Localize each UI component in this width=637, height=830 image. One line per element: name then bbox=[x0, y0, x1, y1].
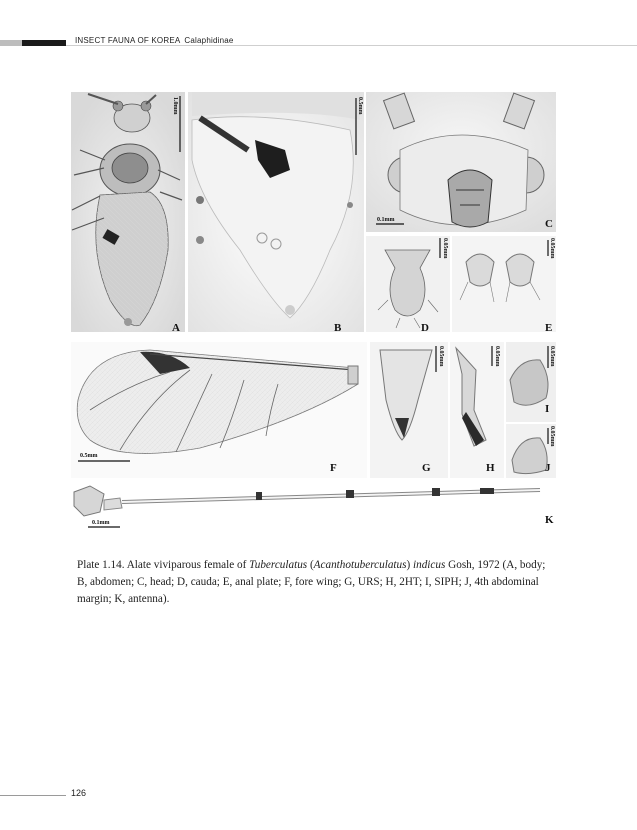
caption-post: Gosh, 1972 (A, body; B, abdomen; C, head; D, cauda; E, anal plate; F, fore wing; G, URS; H, 2HT; I, SIPH; J, 4th abdominal margin; K, antenna). bbox=[77, 559, 546, 605]
footer-rule bbox=[0, 795, 66, 796]
scale-bar-h: 0.05mm bbox=[494, 346, 500, 367]
panel-k-antenna-image bbox=[71, 480, 556, 538]
panel-label-f: F bbox=[330, 462, 337, 474]
panel-e-anal-plate-image bbox=[452, 236, 556, 332]
scale-bar-c: 0.1mm bbox=[377, 217, 395, 223]
panel-label-g: G bbox=[422, 462, 431, 474]
caption-genus: Tuberculatus bbox=[249, 559, 308, 571]
scale-bar-k: 0.1mm bbox=[92, 520, 110, 526]
caption-subgenus: Acanthotuberculatus bbox=[313, 559, 407, 571]
panel-label-c: C bbox=[545, 218, 553, 230]
panel-label-h: H bbox=[486, 462, 495, 474]
scale-bar-d: 0.05mm bbox=[442, 238, 448, 259]
caption-pre: Plate 1.14. Alate viviparous female of bbox=[77, 559, 250, 571]
panel-label-b: B bbox=[334, 322, 342, 334]
panel-label-a: A bbox=[172, 322, 180, 334]
scale-bar-j: 0.05mm bbox=[549, 426, 555, 447]
scale-bar-e: 0.05mm bbox=[549, 238, 555, 259]
panel-label-e: E bbox=[545, 322, 553, 334]
panel-f-fore-wing-image bbox=[71, 342, 367, 478]
panel-label-j: J bbox=[545, 462, 551, 474]
scale-bar-a: 1.0mm bbox=[172, 97, 178, 115]
page-number: 126 bbox=[71, 788, 87, 798]
scale-bar-b: 0.5mm bbox=[357, 97, 363, 115]
scale-bar-f: 0.5mm bbox=[80, 453, 98, 459]
header-title: INSECT FAUNA OF KOREA bbox=[75, 36, 181, 45]
scale-bar-i: 0.05mm bbox=[549, 346, 555, 367]
panel-b-abdomen-image bbox=[188, 92, 364, 332]
caption-paren-close: ) bbox=[406, 559, 414, 571]
panel-g-urs-image bbox=[370, 342, 448, 478]
panel-c-head-image bbox=[366, 92, 556, 232]
panel-d-cauda-image bbox=[366, 236, 450, 332]
panel-a-body-image bbox=[71, 92, 185, 332]
scale-bar-g: 0.05mm bbox=[438, 346, 444, 367]
header-subtitle: Calaphidinae bbox=[184, 36, 234, 45]
plate-caption bbox=[77, 557, 557, 608]
panel-label-k: K bbox=[545, 514, 554, 526]
panel-label-d: D bbox=[421, 322, 429, 334]
panel-label-i: I bbox=[545, 403, 550, 415]
caption-paren-open: ( bbox=[307, 559, 314, 571]
caption-species: indicus bbox=[413, 559, 446, 571]
